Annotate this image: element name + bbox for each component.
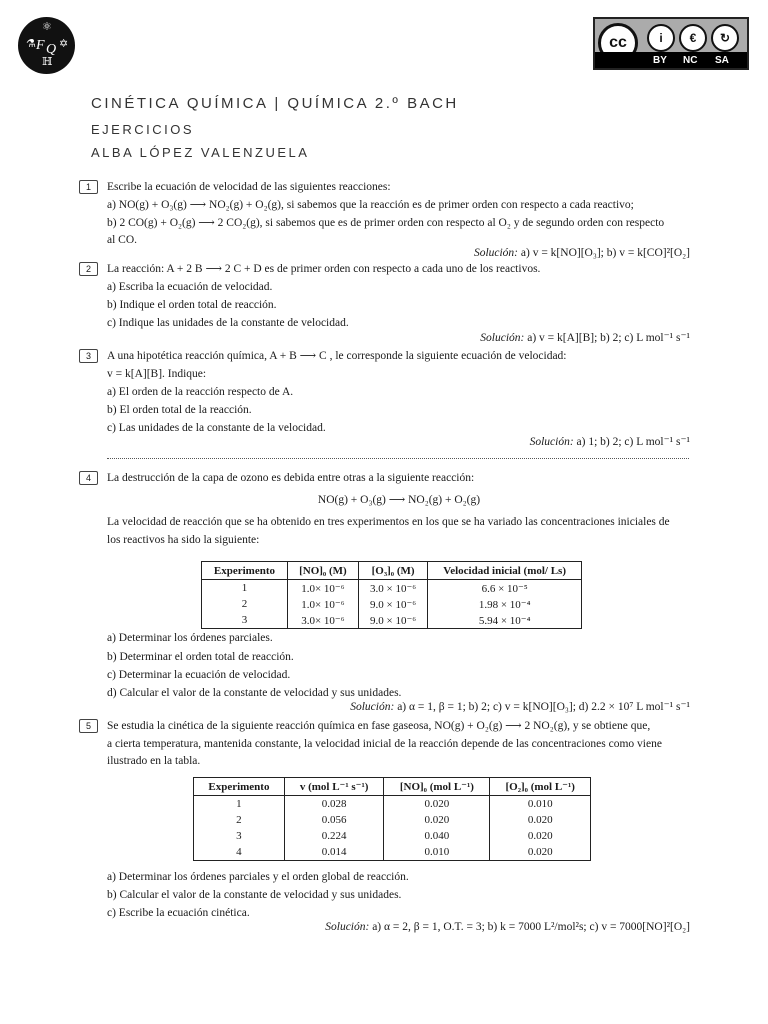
- exercise-4-table: [201, 561, 582, 629]
- exercise-4-question-a: a) Determinar los órdenes parciales.: [107, 632, 273, 644]
- solution-text: a) v = k[A][B]; b) 2; c) L mol⁻¹ s⁻¹: [527, 332, 690, 344]
- solution-text: a) 1; b) 2; c) L mol⁻¹ s⁻¹: [576, 436, 690, 448]
- creative-commons-license-badge: [593, 17, 749, 70]
- license-by: BY: [653, 55, 667, 66]
- table-row: [194, 812, 591, 828]
- table-row: [202, 580, 582, 597]
- column-header: [O₃]₀ (M): [358, 562, 427, 580]
- exercise-5-question-c: c) Escribe la ecuación cinética.: [107, 907, 250, 919]
- exercise-4-question-c: c) Determinar la ecuación de velocidad.: [107, 669, 291, 681]
- exercise-4-question-d: d) Calcular el valor de la constante de velocidad y sus unidades.: [107, 687, 402, 699]
- license-sa: SA: [715, 55, 729, 66]
- table-cell: 6.6 × 10⁻⁵: [428, 580, 582, 597]
- exercise-3-line-4: b) El orden total de la reacción.: [107, 404, 252, 416]
- table-cell: 0.020: [490, 828, 591, 844]
- table-cell: 9.0 × 10⁻⁶: [358, 596, 427, 612]
- table-cell: 3.0× 10⁻⁶: [287, 612, 358, 629]
- table-header-row: [194, 778, 591, 796]
- table-cell: 1.0× 10⁻⁶: [287, 596, 358, 612]
- solution-label: Solución:: [529, 436, 574, 448]
- exercise-3-solution: [530, 435, 690, 449]
- exercise-2-line-1: La reacción: A + 2 B ⟶ 2 C + D es de primer orden con respecto a cada uno de los reactivos.: [107, 263, 541, 275]
- logo-letter-f: F: [36, 38, 45, 53]
- exercise-1-solution: [474, 246, 690, 260]
- exercise-number-4: 4: [79, 471, 98, 485]
- table-cell: 0.224: [284, 828, 384, 844]
- exercise-3-line-3: a) El orden de la reacción respecto de A.: [107, 386, 294, 398]
- exercise-2-line-2: a) Escriba la ecuación de velocidad.: [107, 281, 273, 293]
- table-cell: 3: [194, 828, 285, 844]
- table-cell: 1.98 × 10⁻⁴: [428, 596, 582, 612]
- exercise-1-line-4: al CO.: [107, 234, 138, 246]
- exercise-5-question-b: b) Calcular el valor de la constante de velocidad y sus unidades.: [107, 889, 402, 901]
- exercise-number-2: 2: [79, 262, 98, 276]
- exercise-5-question-a: a) Determinar los órdenes parciales y el orden global de reacción.: [107, 871, 409, 883]
- logo-symbol: ℍ: [42, 56, 53, 68]
- table-cell: 2: [194, 812, 285, 828]
- author-name: ALBA LÓPEZ VALENZUELA: [91, 145, 310, 160]
- exercise-3-line-1: A una hipotética reacción química, A + B ⟶ C , le corresponde la siguiente ecuación de velocidad:: [107, 350, 567, 362]
- exercise-5-line-2: a cierta temperatura, mantenida constante, la velocidad inicial de la reacción depende de las concentraciones como viene: [107, 738, 662, 750]
- table-cell: 0.040: [384, 828, 490, 844]
- page-subtitle: EJERCICIOS: [91, 122, 195, 137]
- logo-ornament-icon: ⚗: [26, 38, 36, 50]
- noncommercial-euro-icon: €: [679, 24, 707, 52]
- table-header-row: [202, 562, 582, 580]
- exercise-5-line-1: Se estudia la cinética de la siguiente reacción química en fase gaseosa, NO(g) + O₂(g) ⟶ 2 NO₂(g), y se obtiene que,: [107, 720, 651, 732]
- solution-text: a) α = 2, β = 1, O.T. = 3; b) k = 7000 L²/mol²s; c) v = 7000[NO]²[O₂]: [372, 921, 690, 933]
- sharealike-icon: ↻: [711, 24, 739, 52]
- exercise-3-line-2: v = k[A][B]. Indique:: [107, 368, 207, 380]
- table-row: [202, 612, 582, 629]
- star-icon: ✡: [59, 38, 69, 50]
- table-cell: 0.014: [284, 844, 384, 861]
- table-cell: 0.056: [284, 812, 384, 828]
- exercise-5-table: [193, 777, 591, 861]
- table-cell: 1: [194, 796, 285, 813]
- exercise-4-line-3: los reactivos ha sido la siguiente:: [107, 534, 260, 546]
- table-cell: 3.0 × 10⁻⁶: [358, 580, 427, 597]
- table-cell: 0.020: [490, 812, 591, 828]
- table-row: [194, 828, 591, 844]
- table-cell: 5.94 × 10⁻⁴: [428, 612, 582, 629]
- exercise-4-line-1: La destrucción de la capa de ozono es debida entre otras a la siguiente reacción:: [107, 472, 475, 484]
- table-cell: 0.028: [284, 796, 384, 813]
- exercise-4-solution: [350, 700, 690, 714]
- table-row: [194, 844, 591, 861]
- table-cell: 0.010: [384, 844, 490, 861]
- table-cell: 3: [202, 612, 288, 629]
- exercise-number-5: 5: [79, 719, 98, 733]
- exercise-3-line-5: c) Las unidades de la constante de la velocidad.: [107, 422, 326, 434]
- column-header: Velocidad inicial (mol/ Ls): [428, 562, 582, 580]
- column-header: Experimento: [202, 562, 288, 580]
- table-cell: 0.020: [384, 796, 490, 813]
- solution-label: Solución:: [480, 332, 525, 344]
- column-header: [NO]₀ (M): [287, 562, 358, 580]
- column-header: Experimento: [194, 778, 285, 796]
- table-cell: 0.020: [490, 844, 591, 861]
- table-cell: 1.0× 10⁻⁶: [287, 580, 358, 597]
- cc-icon: cc: [598, 23, 638, 63]
- solution-text: a) α = 1, β = 1; b) 2; c) v = k[NO][O₃]; d) 2.2 × 10⁷ L mol⁻¹ s⁻¹: [397, 701, 690, 713]
- exercise-2-line-3: b) Indique el orden total de reacción.: [107, 299, 277, 311]
- license-band: [595, 52, 747, 68]
- logo-letter-q: Q: [46, 42, 57, 57]
- physics-chemistry-logo-icon: [18, 17, 75, 74]
- license-nc: NC: [683, 55, 698, 66]
- column-header: [NO]₀ (mol L⁻¹): [384, 778, 490, 796]
- table-cell: 2: [202, 596, 288, 612]
- exercise-number-3: 3: [79, 349, 98, 363]
- exercise-1-line-2: a) NO(g) + O₃(g) ⟶ NO₂(g) + O₂(g), si sabemos que la reacción es de primer orden con respecto a cada reactivo;: [107, 199, 634, 211]
- solution-label: Solución:: [473, 247, 519, 259]
- table-cell: 9.0 × 10⁻⁶: [358, 612, 427, 629]
- table-row: [202, 596, 582, 612]
- exercise-5-line-3: ilustrado en la tabla.: [107, 755, 201, 767]
- solution-label: Solución:: [350, 701, 395, 713]
- exercise-1-line-1: Escribe la ecuación de velocidad de las siguientes reacciones:: [107, 181, 391, 193]
- exercise-1-line-3: b) 2 CO(g) + O₂(g) ⟶ 2 CO₂(g), si sabemos que es de primer orden con respecto al O₂ y de segundo orden con respecto: [107, 217, 665, 229]
- column-header: v (mol L⁻¹ s⁻¹): [284, 778, 384, 796]
- table-cell: 0.010: [490, 796, 591, 813]
- exercise-5-solution: [325, 920, 690, 934]
- section-divider: [107, 458, 689, 459]
- exercise-number-1: 1: [79, 180, 98, 194]
- exercise-4-line-2: La velocidad de reacción que se ha obtenido en tres experimentos en los que se ha variado las concentraciones iniciales de: [107, 516, 670, 528]
- page-title: CINÉTICA QUÍMICA | QUÍMICA 2.º BACH: [91, 95, 459, 112]
- exercise-2-solution: [480, 331, 690, 345]
- attribution-person-icon: i: [647, 24, 675, 52]
- table-cell: 1: [202, 580, 288, 597]
- exercise-4-equation: NO(g) + O₃(g) ⟶ NO₂(g) + O₂(g): [317, 494, 481, 506]
- solution-label: Solución:: [325, 921, 370, 933]
- solution-text: a) v = k[NO][O₃]; b) v = k[CO]²[O₂]: [520, 247, 690, 259]
- column-header: [O₂]₀ (mol L⁻¹): [490, 778, 591, 796]
- table-cell: 0.020: [384, 812, 490, 828]
- exercise-2-line-4: c) Indique las unidades de la constante de velocidad.: [107, 317, 349, 329]
- exercise-4-question-b: b) Determinar el orden total de reacción.: [107, 651, 294, 663]
- table-cell: 4: [194, 844, 285, 861]
- table-row: [194, 796, 591, 813]
- atom-icon: ⚛: [42, 21, 52, 33]
